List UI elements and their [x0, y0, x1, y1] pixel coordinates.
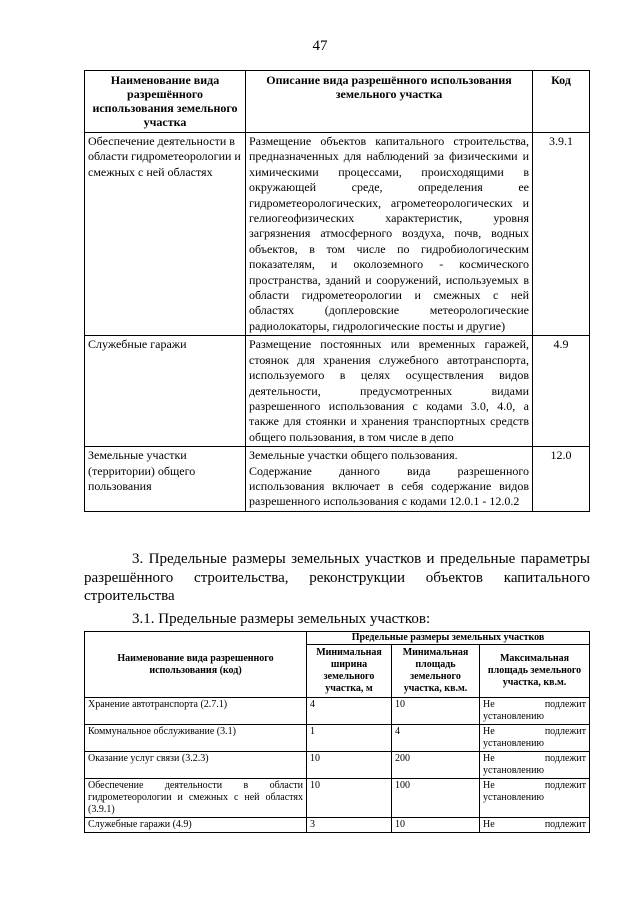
header-land-use-description: Описание вида разрешённого использования земельного участка — [246, 71, 533, 133]
land-use-description — [246, 447, 533, 512]
max-area-line: установлению — [483, 792, 544, 803]
min-area-value: 200 — [392, 752, 480, 779]
section-3-1-heading: 3.1. Предельные размеры земельных участков: — [132, 611, 431, 627]
land-plot-size-limits-table — [84, 631, 590, 833]
header-max-area: Максимальная площадь земельного участка, кв.м. — [480, 645, 590, 698]
header-code: Код — [533, 71, 590, 133]
land-use-code: 12.0 — [533, 447, 590, 512]
table-row — [85, 779, 590, 818]
land-use-description: Размещение объектов капитального строительства, предназначенных для наблюдений за физическими и химическими процессами, происходящими в окружающей среде, определения ее гидрометеорологических, агрометеорологических и гелиогеофизических характеристик, уровня загрязнения атмосферного воздуха, почв, водных объектов, в том числе по гидробиологическим показателям, и околоземного - космического пространства, зданий и сооружений, используемых в области гидрометеорологии и смежных с ней областях (доплеровские метеорологические радиолокаторы, гидрологические посты и другие) — [246, 133, 533, 336]
max-area-line: установлению — [483, 765, 544, 776]
land-use-name: Обеспечение деятельности в области гидрометеорологии и смежных с ней областях (3.9.1) — [85, 779, 307, 818]
max-area-value — [480, 698, 590, 725]
min-width-value: 3 — [307, 818, 392, 833]
description-line: Содержание данного вида разрешенного использования включает в себя содержание видов разрешенного использования с кодами 12.0.1 - 12.0.2 — [249, 463, 529, 509]
land-use-name: Служебные гаражи — [85, 336, 246, 447]
land-use-code: 3.9.1 — [533, 133, 590, 336]
table-row — [85, 725, 590, 752]
table-row — [85, 752, 590, 779]
section-3-heading: 3. Предельные размеры земельных участков и предельные параметры разрешённого строительства, реконструкции объектов капитального — [84, 551, 590, 586]
table-header-row — [85, 71, 590, 133]
land-use-name: Служебные гаражи (4.9) — [85, 818, 307, 833]
max-area-value — [480, 818, 590, 833]
max-area-line: установлению — [483, 738, 544, 749]
header-land-use-name: Наименование вида разрешённого использования земельного участка — [85, 71, 246, 133]
max-area-line: Не подлежит — [483, 753, 587, 764]
min-area-value: 100 — [392, 779, 480, 818]
land-use-description: Размещение постоянных или временных гаражей, стоянок для хранения служебного автотранспорта, используемого в целях осуществления видов деятельности, предусмотренных видами разрешенного использования с кодами 3.0, 4.0, а также для стоянки и хранения транспортных средств общего пользования, в том числе в депо — [246, 336, 533, 447]
max-area-value — [480, 752, 590, 779]
header-land-use-name: Наименование вида разрешенного использования (код) — [85, 632, 307, 698]
table-row — [85, 818, 590, 833]
land-use-name: Коммунальное обслуживание (3.1) — [85, 725, 307, 752]
land-use-name: Хранение автотранспорта (2.7.1) — [85, 698, 307, 725]
land-use-name: Земельные участки (территории) общего пользования — [85, 447, 246, 512]
table-row — [85, 336, 590, 447]
min-area-value: 10 — [392, 818, 480, 833]
min-area-value: 10 — [392, 698, 480, 725]
description-line: Земельные участки общего пользования. — [249, 448, 458, 463]
max-area-line: Не подлежит — [483, 819, 587, 830]
page-number: 47 — [312, 38, 328, 54]
land-use-name: Обеспечение деятельности в области гидрометеорологии и смежных с ней областях — [85, 133, 246, 336]
table-header-row — [85, 632, 590, 645]
header-min-width: Минимальная ширина земельного участка, м — [307, 645, 392, 698]
header-min-area: Минимальная площадь земельного участка, кв.м. — [392, 645, 480, 698]
min-width-value: 10 — [307, 752, 392, 779]
max-area-line: установлению — [483, 711, 544, 722]
max-area-line: Не подлежит — [483, 699, 587, 710]
max-area-value — [480, 725, 590, 752]
table-row — [85, 447, 590, 512]
land-use-name: Оказание услуг связи (3.2.3) — [85, 752, 307, 779]
section-3-heading-continued: строительства — [84, 588, 175, 604]
max-area-value — [480, 779, 590, 818]
max-area-line: Не подлежит — [483, 726, 587, 737]
land-use-code: 4.9 — [533, 336, 590, 447]
table-row — [85, 133, 590, 336]
min-width-value: 1 — [307, 725, 392, 752]
min-area-value: 4 — [392, 725, 480, 752]
max-area-line: Не подлежит — [483, 780, 587, 791]
table-row — [85, 698, 590, 725]
min-width-value: 10 — [307, 779, 392, 818]
header-size-limits-group: Предельные размеры земельных участков — [307, 632, 590, 645]
min-width-value: 4 — [307, 698, 392, 725]
land-use-types-table — [84, 70, 590, 512]
